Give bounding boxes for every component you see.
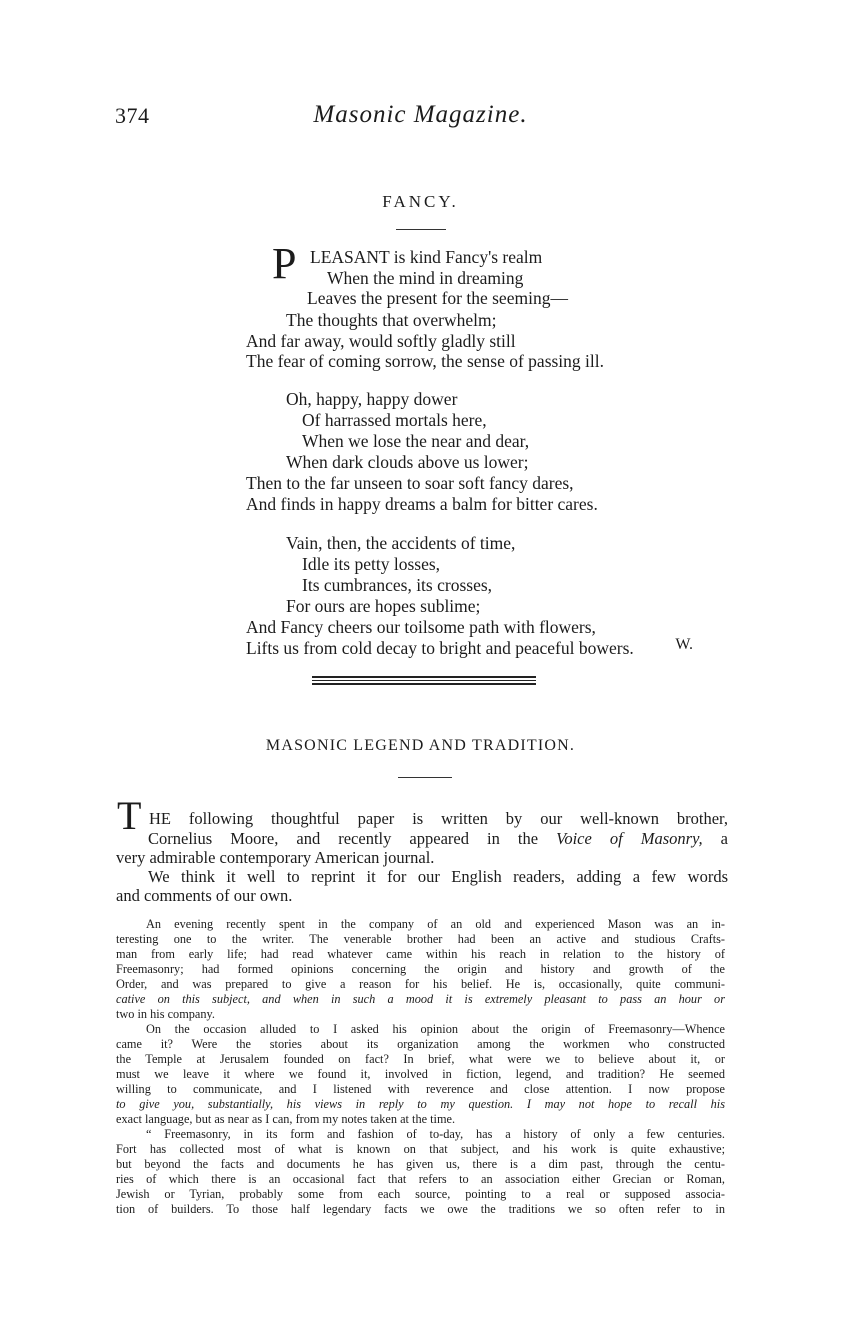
body-line: willing to communicate, and I listened with reverence and close attention. I now propose	[116, 1082, 725, 1096]
body-line: ries of which there is an occasional fact that refers to an association either Grecian or Roman,	[116, 1172, 725, 1186]
poem-title: FANCY.	[382, 192, 459, 211]
intro-text: Cornelius Moore, and recently appeared in the	[148, 829, 557, 848]
verse-line: Leaves the present for the seeming—	[307, 288, 568, 308]
body-line: the Temple at Jerusalem founded on fact? In brief, what were we to believe about it, or	[116, 1052, 725, 1066]
verse-line: Oh, happy, happy dower	[286, 389, 458, 409]
verse-line: Idle its petty losses,	[302, 554, 441, 574]
verse-line: Vain, then, the accidents of time,	[286, 533, 516, 553]
section-divider	[312, 676, 536, 685]
body-line: must we leave it where we found it, involved in fiction, legend, and tradition? He seemed	[116, 1067, 725, 1081]
signature: W.	[675, 636, 693, 653]
body-line: to give you, substantially, his views in reply to my question. I may not hope to recall his	[116, 1097, 725, 1111]
verse-line: And Fancy cheers our toilsome path with flowers,	[246, 617, 596, 637]
verse-line: Lifts us from cold decay to bright and peaceful bowers.	[246, 638, 634, 658]
verse-line: The thoughts that overwhelm;	[286, 310, 497, 330]
body-line: Jewish or Tyrian, probably some from each source, pointing to a real or supposed associa-	[116, 1187, 725, 1201]
drop-cap: T	[117, 793, 142, 838]
verse-line: Its cumbrances, its crosses,	[302, 575, 493, 595]
intro-text: a	[702, 829, 728, 848]
verse-line: When the mind in dreaming	[327, 268, 524, 288]
body-line: Freemasonry; had formed opinions concerning the origin and history and growth of the	[116, 962, 725, 976]
verse-line: And finds in happy dreams a balm for bitter cares.	[246, 494, 598, 514]
verse-line: For ours are hopes sublime;	[286, 596, 481, 616]
intro-line: and comments of our own.	[116, 886, 293, 905]
body-line: cative on this subject, and when in such a mood it is extremely pleasant to pass an hour or	[116, 992, 725, 1006]
verse-line: The fear of coming sorrow, the sense of passing ill.	[246, 351, 605, 371]
drop-cap: P	[272, 239, 297, 288]
intro-line: HE following thoughtful paper is written by our well-known brother,	[149, 809, 728, 828]
verse-line: When dark clouds above us lower;	[286, 452, 529, 472]
journal-name: Voice of Masonry,	[556, 829, 703, 848]
intro-line: very admirable contemporary American journal.	[116, 848, 435, 867]
body-line: exact language, but as near as I can, from my notes taken at the time.	[116, 1112, 456, 1126]
verse-line: Then to the far unseen to soar soft fancy dares,	[246, 473, 574, 493]
verse-line: And far away, would softly gladly still	[246, 331, 516, 351]
body-line: teresting one to the writer. The venerable brother had been an active and studious Crafts-	[116, 932, 725, 946]
body-line: man from early life; had read whatever came within his reach in relation to the history of	[116, 947, 725, 961]
body-line: “ Freemasonry, in its form and fashion of to-day, has a history of only a few centuries.	[146, 1127, 725, 1141]
title-rule	[398, 777, 452, 778]
body-line: tion of builders. To those half legendary facts we owe the traditions we so often refer to in	[116, 1202, 725, 1216]
body-line: An evening recently spent in the company of an old and experienced Mason was an in-	[146, 917, 725, 931]
title-rule	[396, 229, 446, 230]
body-line: On the occasion alluded to I asked his opinion about the origin of Freemasonry—Whence	[146, 1022, 725, 1036]
body-line: Order, and was prepared to give a reason for his belief. He is, occasionally, quite communi-	[116, 977, 725, 991]
intro-line: We think it well to reprint it for our English readers, adding a few words	[148, 867, 728, 886]
page-number: 374	[115, 103, 150, 128]
verse-line: When we lose the near and dear,	[302, 431, 530, 451]
intro-line	[148, 829, 728, 849]
verse-line: LEASANT is kind Fancy's realm	[310, 247, 543, 267]
article-title: MASONIC LEGEND AND TRADITION.	[265, 737, 576, 754]
running-head: Masonic Magazine.	[313, 101, 528, 128]
body-line: but beyond the facts and documents he has given us, there is a dim past, through the centu-	[116, 1157, 725, 1171]
body-line: came it? Were the stories about its organization among the workmen who constructed	[116, 1037, 725, 1051]
verse-line: Of harrassed mortals here,	[302, 410, 487, 430]
body-line: Fort has collected most of what is known on that subject, and his work is quite exhaustive;	[116, 1142, 725, 1156]
body-line: two in his company.	[116, 1007, 215, 1021]
